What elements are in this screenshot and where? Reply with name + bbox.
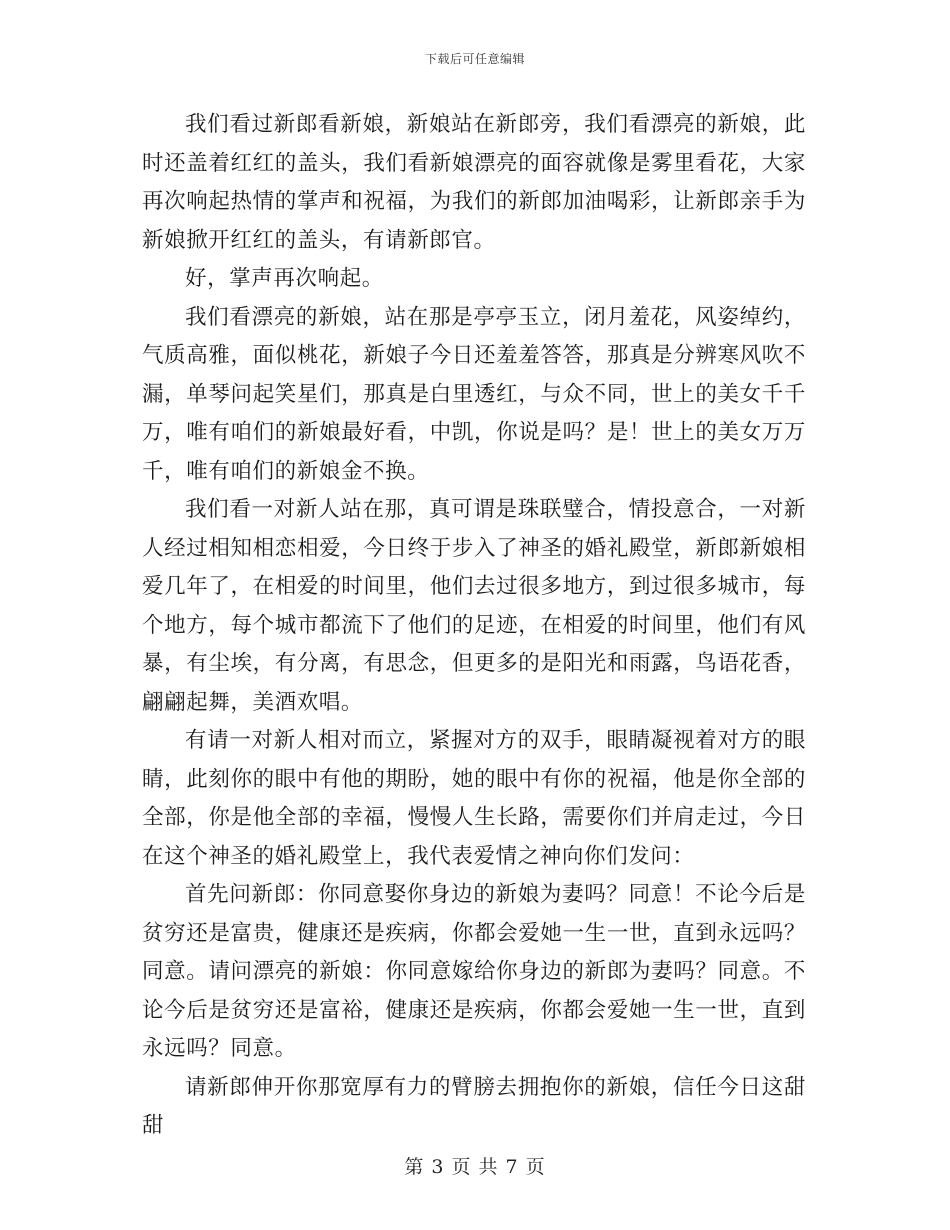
paragraph-applause: 好，掌声再次响起。 [185, 266, 384, 291]
paragraph-vows: 首先问新郎：你同意娶你身边的新娘为妻吗？同意！不论今后是贫穷还是富贵，健康还是疾病，你都会爱她一生一世，直到永远吗？同意。请问漂亮的新娘：你同意嫁给你身边的新郎为妻吗？同意。不论今后是贫穷还是富裕，健康还是疾病，你都会爱她一生一世，直到永远吗？同意。 [142, 882, 806, 1061]
paragraph-groom-sees-bride: 我们看过新郎看新娘，新娘站在新郎旁，我们看漂亮的新娘，此时还盖着红红的盖头，我们看新娘漂亮的面容就像是雾里看花，大家再次响起热情的掌声和祝福，为我们的新郎加油喝彩，让新郎亲手为新娘掀开红红的盖头，有请新郎官。 [142, 112, 806, 253]
paragraph-face-each-other: 有请一对新人相对而立，紧握对方的双手，眼睛凝视着对方的眼睛，此刻你的眼中有他的期盼，她的眼中有你的祝福，他是你全部的全部，你是他全部的幸福，慢慢人生长路，需要你们并肩走过，今日在这个神圣的婚礼殿堂上，我代表爱情之神向你们发问： [142, 728, 806, 869]
paragraph-embrace: 请新郎伸开你那宽厚有力的臂膀去拥抱你的新娘，信任今日这甜甜 [142, 1074, 806, 1138]
paragraph-beautiful-bride: 我们看漂亮的新娘，站在那是亭亭玉立，闭月羞花，风姿绰约，气质高雅，面似桃花，新娘子今日还羞羞答答，那真是分辨寒风吹不漏，单琴问起笑星们，那真是白里透红，与众不同，世上的美女千千万，唯有咱们的新娘最好看，中凯，你说是吗？是！世上的美女万万千，唯有咱们的新娘金不换。 [142, 304, 806, 484]
document-body [142, 106, 806, 1146]
page-number-footer: 第 3 页 共 7 页 [404, 1156, 546, 1178]
paragraph-couple-story: 我们看一对新人站在那，真可谓是珠联璧合，情投意合，一对新人经过相知相恋相爱，今日终于步入了神圣的婚礼殿堂，新郎新娘相爱几年了，在相爱的时间里，他们去过很多地方，到过很多城市，每个地方，每个城市都流下了他们的足迹，在相爱的时间里，他们有风暴，有尘埃，有分离，有思念，但更多的是阳光和雨露，鸟语花香，翩翩起舞，美酒欢唱。 [142, 497, 806, 715]
page-header: 下载后可任意编辑 [424, 52, 525, 66]
